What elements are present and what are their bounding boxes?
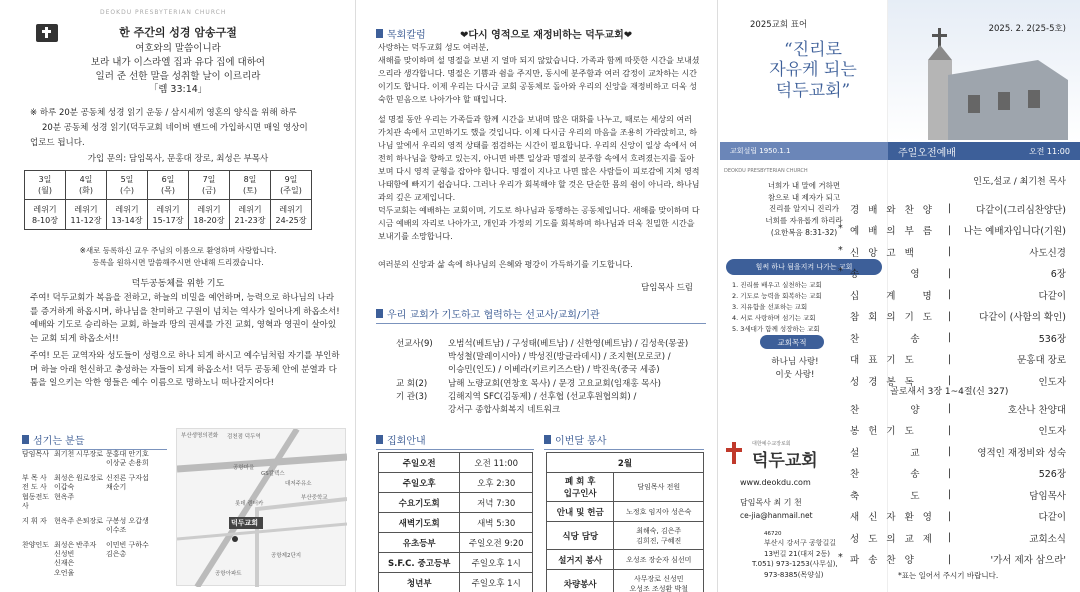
server-row xyxy=(22,450,172,469)
schedule-day: 9일 (주일) xyxy=(271,171,312,200)
worship-item-label: 찬 양 xyxy=(850,404,923,416)
map-roads xyxy=(177,429,347,587)
meeting-time: 오전 11:00 xyxy=(460,453,533,473)
schedule-reading: 레위기 18-20장 xyxy=(189,200,230,230)
schedule-reading: 레위기 15-17장 xyxy=(148,200,189,230)
mission-heading: 우리 교회가 기도하고 협력하는 선교사/교회/기관 xyxy=(376,306,706,324)
schedule-reading: 레위기 13-14장 xyxy=(107,200,148,230)
server-cell: 이민빈 구하수 김은총 xyxy=(106,540,149,558)
bullet-icon xyxy=(376,435,383,444)
worship-separator: | xyxy=(948,353,952,365)
mission-label xyxy=(396,404,448,417)
church-building-icon xyxy=(888,0,1080,142)
server-cell: 은퇴장로 xyxy=(76,516,104,525)
schedule-reading: 레위기 24-25장 xyxy=(271,200,312,230)
worship-separator: | xyxy=(948,467,952,479)
worship-item-value: '가서 제자 삼으라' xyxy=(990,555,1066,567)
cross-icon xyxy=(732,442,736,464)
schedule-day: 8일 (토) xyxy=(230,171,271,200)
worship-item-value: 사도신경 xyxy=(1029,247,1066,259)
meeting-row xyxy=(379,513,533,533)
meeting-time: 주일오전 9:20 xyxy=(460,533,533,553)
worship-item-label: 찬 송 xyxy=(850,333,923,345)
worship-item xyxy=(832,284,1080,306)
worship-separator: | xyxy=(948,224,952,236)
duty-row xyxy=(547,502,704,522)
mission-list xyxy=(396,338,706,417)
mission-label xyxy=(396,351,448,364)
motto-verse: 너희가 내 말에 거하면 참으로 내 제자가 되고 진리를 알지니 진리가 너희를 자유롭게 하리라 (요한복음 8:31-32) xyxy=(765,181,843,237)
worship-separator: | xyxy=(948,375,952,387)
mission-label: 선교사(9) xyxy=(396,339,433,349)
worship-item-value: 문홍대 장로 xyxy=(1017,355,1066,367)
est-bar: 교회설립 1950.1.1 xyxy=(720,142,888,160)
column-para-1: 사랑하는 덕두교회 성도 여러분, 새해를 맞이하며 설 명절을 보낸 지 얼마 되지 않았습니다. 가족과 함께 따뜻한 시간을 보내셨으리라 생각합니다. 명절은 기쁨과 쉼을 주지만, 동시에 분주함과 여러 감정이 교차하는 시간이기도 합니다. 이제 우리는 다시금 교회 공동체로 돌아와 우리의 신앙을 재정비하고 더욱 성숙한 믿음으로 나아가야 할 때입니다. xyxy=(378,43,700,104)
reading-schedule xyxy=(24,170,312,230)
worship-item-value: 다같이 xyxy=(1038,512,1066,524)
order-of-worship-2 xyxy=(832,398,1080,570)
server-row xyxy=(22,541,172,579)
worship-item xyxy=(832,198,1080,220)
meeting-row xyxy=(379,533,533,553)
email-link[interactable]: ce-jia@hanmail.net xyxy=(740,511,813,520)
worship-item xyxy=(832,263,1080,285)
worship-item-value: 6장 xyxy=(1050,269,1066,281)
worship-item-value: 나는 예배자입니다(기원) xyxy=(963,226,1066,238)
bullet-icon xyxy=(22,435,29,444)
meeting-time: 주일오후 1시 xyxy=(460,573,533,592)
meetings-heading: 집회안내 xyxy=(376,432,534,450)
worship-item-value: 다같이 (사함의 확인) xyxy=(979,312,1066,324)
mission-label: 교 회(2) xyxy=(396,378,428,389)
duty-month: 2월 xyxy=(547,453,704,473)
meeting-time: 오후 2:30 xyxy=(460,473,533,493)
worship-item-label: 봉 헌 기 도 xyxy=(850,426,917,438)
meeting-name: 주일오전 xyxy=(379,453,460,473)
mission-value: 김해지역 SFC(김동제) / 선후협 (선교후원협의회) / xyxy=(448,391,637,402)
meeting-row xyxy=(379,553,533,573)
worship-item xyxy=(832,398,1080,420)
worship-item-value: 영적인 재정비와 성숙 xyxy=(977,447,1066,459)
memory-verse: 여호와의 말씀이니라 보라 내가 이스라엘 집과 유다 집에 대하여 일러 준 선한 말을 성취할 날이 이르리라 「렘 33:14」 xyxy=(90,43,266,96)
server-cell: 담임목사 xyxy=(22,450,50,458)
worship-separator: | xyxy=(948,532,952,544)
duty-people: 담임목사 전원 xyxy=(614,473,704,502)
duty-row xyxy=(547,522,704,550)
server-cell: 문홍대 안기호 이상균 손용희 xyxy=(106,450,149,468)
schedule-reading: 레위기 11-12장 xyxy=(66,200,107,230)
worship-item-value: 인도자 xyxy=(1038,376,1066,388)
duty-people: 사무장로 신성민 오성조 조성환 박철 xyxy=(614,570,704,592)
worship-separator: | xyxy=(948,424,952,436)
mission-value: 박성철(말레이시아) / 박성진(방글라데시) / 조지현(모로코) / xyxy=(448,352,671,363)
meeting-row xyxy=(379,493,533,513)
column-heading: 목회칼럼 xyxy=(376,26,706,43)
mission-row xyxy=(396,378,706,391)
prayer-text-2: 주여! 모든 교역자와 성도들이 성령으로 하나 되게 하시고 예수님처럼 자기를 부인하며 하늘 아래 헌신하고 충성하는 자들이 되게 하옵소서! 덕두 공동체 안에 분열과 다툼을 일으키는 악한 영들은 예수 이름으로 명하노니 떠나갈지어다! xyxy=(30,351,340,389)
worship-item xyxy=(832,349,1080,371)
bullet-icon xyxy=(376,309,383,318)
worship-item-label: 축 도 xyxy=(850,490,923,502)
server-cell: 지 휘 자 xyxy=(22,516,47,525)
worship-item xyxy=(832,527,1080,549)
worship-item xyxy=(832,549,1080,571)
worship-item-value: 담임목사 xyxy=(1029,490,1066,502)
duty-role: 설거지 봉사 xyxy=(547,550,614,570)
purpose-title: 교회목적 xyxy=(760,335,824,349)
mission-row xyxy=(396,364,706,377)
column-para-3: 여러분의 신앙과 삶 속에 하나님의 은혜와 평강이 가득하기를 기도합니다. xyxy=(378,260,633,269)
goal-item: 4. 서로 사랑하며 섬기는 교회 xyxy=(732,314,816,323)
goals-list xyxy=(732,280,822,335)
bullet-icon xyxy=(376,29,383,38)
newcomer-note: ※새로 등록하신 교우 주님의 이름으로 환영하며 사랑합니다. 등록을 원하시면 말씀해주시면 안내해 드리겠습니다. xyxy=(79,246,277,267)
prayer-title: 덕두공동체를 위한 기도 xyxy=(131,279,225,289)
mission-label: 기 관(3) xyxy=(396,391,428,402)
duty-heading: 이번달 봉사 xyxy=(544,432,704,450)
worship-separator: | xyxy=(948,267,952,279)
meeting-name: 유초등부 xyxy=(379,533,460,553)
worship-item xyxy=(832,463,1080,485)
worship-item-label: 성 도 의 교 제 xyxy=(850,533,935,545)
meeting-row xyxy=(379,473,533,493)
worship-item-value: 인도자 xyxy=(1038,426,1066,438)
column-signature: 담임목사 드림 xyxy=(641,283,693,293)
worship-item-label: 성 경 봉 독 xyxy=(850,376,917,388)
duty-row xyxy=(547,473,704,502)
purpose: 하나님 사랑! 이웃 사랑! xyxy=(771,357,819,380)
schedule-day: 3일 (월) xyxy=(25,171,66,200)
worship-item xyxy=(832,241,1080,263)
mission-row xyxy=(396,391,706,404)
worship-item xyxy=(832,506,1080,528)
goal-title: 힘써 하나 됨을지켜 나가는 교회 xyxy=(726,259,882,275)
meeting-name: 주일오후 xyxy=(379,473,460,493)
bullet-icon xyxy=(544,435,551,444)
worship-separator: | xyxy=(948,332,952,344)
worship-item xyxy=(832,327,1080,349)
worship-separator: | xyxy=(948,553,952,565)
pastor-name: 담임목사 최 기 천 xyxy=(740,498,802,507)
duty-people: 오성조 장순자 심선미 xyxy=(614,550,704,570)
right-panel xyxy=(720,0,1080,592)
worship-item xyxy=(832,484,1080,506)
server-cell: 반주자 xyxy=(76,540,97,549)
map-church-label: 덕두교회 xyxy=(231,519,259,527)
worship-separator: | xyxy=(948,446,952,458)
meetings-table xyxy=(378,452,533,592)
server-cell: 찬양인도 xyxy=(22,540,50,549)
meeting-row xyxy=(379,453,533,473)
schedule-reading: 레위기 21-23장 xyxy=(230,200,271,230)
duty-row xyxy=(547,550,704,570)
servers-list xyxy=(22,450,172,583)
worship-item xyxy=(832,420,1080,442)
schedule-day: 7일 (금) xyxy=(189,171,230,200)
worship-item xyxy=(832,441,1080,463)
worship-item-label: 경 배 와 찬 양 xyxy=(850,204,935,216)
servers-heading: 섬기는 분들 xyxy=(22,432,167,450)
duty-role: 차량봉사 xyxy=(547,570,614,592)
duty-people: 노정호 임지아 성은숙 xyxy=(614,502,704,522)
service-name: 주일오전예배 xyxy=(898,147,956,159)
worship-item-value: 526장 xyxy=(1038,469,1066,481)
duty-role: 안내 및 헌금 xyxy=(547,502,614,522)
goal-item: 2. 기도로 능력을 회복하는 교회 xyxy=(732,292,822,301)
worship-item-label: * 예 배 의 부 름 xyxy=(832,223,932,237)
inquiry: 가입 문의: 담임목사, 문홍대 장로, 최성은 부목사 xyxy=(87,154,269,164)
server-cell: 현옥주 xyxy=(54,516,75,525)
mission-value: 강서구 종합사회복지 네트워크 xyxy=(448,404,561,415)
church-map: 부산생명의전화 검천점 덕두역 공항마을 GS칼텍스 롯데 렌터카 대저주유소 부산중학교 덕두교회 공항제2단지 공항아파트 xyxy=(176,428,346,586)
website-link[interactable]: www.deokdu.com xyxy=(740,478,811,487)
worship-item xyxy=(832,306,1080,328)
meeting-time: 저녁 7:30 xyxy=(460,493,533,513)
server-row xyxy=(22,517,172,536)
worship-separator: | xyxy=(948,289,952,301)
column-title: ❤다시 영적으로 재정비하는 덕두교회❤ xyxy=(460,30,633,41)
goal-item: 1. 진리를 배우고 실천하는 교회 xyxy=(732,281,822,289)
worship-item xyxy=(832,220,1080,242)
standing-note: *표는 일어서 주시기 바랍니다. xyxy=(898,571,999,580)
order-of-worship xyxy=(832,198,1080,392)
meeting-name: 청년부 xyxy=(379,573,460,592)
server-cell: 구봉성 오갑생 이수조 xyxy=(106,516,149,535)
mission-label xyxy=(396,364,448,377)
worship-separator: | xyxy=(948,403,952,415)
duty-row xyxy=(547,570,704,592)
server-cell: 최기천 xyxy=(54,450,75,458)
worship-item-value: 다같이(그리심찬양단) xyxy=(975,204,1066,216)
mission-value: 오범석(베트남) / 구성태(베트남) / 신한영(베트남) / 김성욱(몽골) xyxy=(448,339,689,349)
worship-separator: | xyxy=(948,510,952,522)
eng-name: DEOKDU PRESBYTERIAN CHURCH xyxy=(724,168,808,174)
prayer-text-1: 주여! 덕두교회가 복음을 전하고, 하늘의 비밀을 예언하며, 능력으로 하나님의 나라를 증거하게 하옵시며, 하나님을 찬미하고 구원이 넘치는 역사가 일어나게 하옵소서! 예배와 기도로 승리하는 교회, 하늘과 땅의 권세를 가진 교회, 영혁과 영권이 살아있는 교회 되게 하옵소서!! xyxy=(30,293,340,344)
mission-row xyxy=(396,351,706,364)
worship-separator: | xyxy=(948,203,952,215)
server-row xyxy=(22,474,172,512)
worship-item-value: 536장 xyxy=(1038,333,1066,345)
church-header: DEOKDU PRESBYTERIAN CHURCH xyxy=(100,9,227,16)
meeting-name: S.F.C. 중고등부 xyxy=(379,553,460,573)
duty-table xyxy=(546,452,704,592)
server-cell: 신진론 구자섭 채순기 xyxy=(106,473,149,492)
server-cell: 최성은 이갑숙 현옥주 xyxy=(54,473,75,501)
church-photo xyxy=(888,0,1080,142)
duty-role: 식당 담당 xyxy=(547,522,614,550)
worship-item-value: 호산나 찬양대 xyxy=(1007,404,1066,416)
worship-separator: | xyxy=(948,310,952,322)
worship-item-label: 십 계 명 xyxy=(850,290,935,302)
worship-item-label: 대 표 기 도 xyxy=(850,355,917,367)
date-label: 2025. 2. 2(25-5호) xyxy=(988,24,1066,34)
verse-title: 한 주간의 성경 암송구절 xyxy=(119,26,237,39)
middle-panel xyxy=(360,0,718,592)
goal-item: 5. 3세대가 함께 성장하는 교회 xyxy=(732,325,820,334)
worship-item-label: 참 회 의 기 도 xyxy=(850,312,935,324)
meeting-row xyxy=(379,573,533,592)
worship-separator: | xyxy=(948,489,952,501)
server-cell: 원로장로 xyxy=(76,473,104,482)
church-logo: 대한예수교장로회 덕두교회 xyxy=(728,440,878,470)
scripture-ref: 골로새서 3장 1~4절(신 327) xyxy=(890,387,1009,397)
server-cell: 부 목 사 전 도 사 협동전도사 xyxy=(22,473,50,511)
worship-item-value: 다같이 xyxy=(1038,290,1066,302)
year-label: 2025교회 표어 xyxy=(750,20,808,30)
server-cell: 최성은 신성빈 신재은 오언율 xyxy=(54,540,75,577)
goal-item: 3. 지유함을 선포하는 교회 xyxy=(732,303,808,312)
motto: “진리로 자유케 되는 덕두교회” xyxy=(769,40,857,101)
meeting-name: 새벽기도회 xyxy=(379,513,460,533)
duty-people: 최해숙, 김은주 김희진, 구혜진 xyxy=(614,522,704,550)
meeting-time: 새벽 5:30 xyxy=(460,513,533,533)
schedule-day: 6일 (목) xyxy=(148,171,189,200)
meeting-name: 수요기도회 xyxy=(379,493,460,513)
schedule-reading: 레위기 8-10장 xyxy=(25,200,66,230)
service-time: 오전 11:00 xyxy=(1028,146,1070,156)
mission-row xyxy=(396,404,706,417)
worship-item-label: * 송 영 xyxy=(832,266,932,280)
mission-row xyxy=(396,338,706,351)
mission-value: 남해 노량교회(연창호 목사) / 문경 고요교회(임재홍 목사) xyxy=(448,378,661,389)
column-para-2: 설 명절 동안 우리는 가족들과 함께 시간을 보내며 많은 대화를 나누고, 때로는 세상의 여러 가치관 속에서 고민하기도 했을 것입니다. 이제 다시금 우리의 마음을 조용히 가라앉히고, 하나님 앞에서 우리의 영적 상태를 점검하는 시간이 필요합니다. 우리의 신앙이 일상 속에서 여전히 하나님을 향하고 있는지, 아니면 바쁜 일상과 명절의 분주함 속에서 흐려졌는지를 돌아보며 다시 영적 균형을 잡아야 합니다. 명절이 지나고 나면 많은 사람들이 피로감에 지쳐 영적 나태함에 빠지기 쉽습니다. 그러나 우리가 회복해야 할 것은 단순한 몸의 쉼이 아니라, 하나님과의 깊은 교제입니다. 덕두교회는 예배하는 교회이며, 기도로 하나님과 동행하는 공동체입니다. 새해를 맞이하며 다시금 예배의 자리로 나아가고, 개인과 가정의 기도를 회복하며 하나님과 더욱 친밀한 시간을 보내기를 소망합니다. xyxy=(378,115,700,241)
worship-item-label: * 신 앙 고 백 xyxy=(832,245,932,259)
meeting-time: 주일오후 1시 xyxy=(460,553,533,573)
server-cell: 시무장로 xyxy=(76,450,104,458)
schedule-day: 4일 (화) xyxy=(66,171,107,200)
worship-separator: | xyxy=(948,246,952,258)
mission-value: 이승민(인도) / 이베라(키르키즈스탄) / 박진욱(중국 세종) xyxy=(448,365,660,376)
reading-notice: ※ 하루 20분 공동체 성경 읽기 운동 / 삼시세끼 영혼의 양식을 위해 하루 20분 공동체 성경 읽기(덕두교회 네이버 밴드에 가입하시면 매일 영상이 업로드 됩니다. xyxy=(30,108,308,148)
address: 46720 부산시 강서구 공항길길 13번길 21(대저 2동) T.051) 973-1253(사무실), 973-8385(목양실) xyxy=(752,531,838,579)
worship-item-label: 새 신 자 환 영 xyxy=(850,512,935,524)
worship-item-label: 찬 송 xyxy=(850,469,923,481)
worship-item-value: 교회소식 xyxy=(1029,533,1066,545)
left-panel xyxy=(0,0,356,592)
service-leader: 인도,설교 / 최기천 목사 xyxy=(973,177,1066,187)
worship-item-label: 설 교 xyxy=(850,447,923,459)
schedule-day: 5일 (수) xyxy=(107,171,148,200)
duty-role: 폐 회 후 입구인사 xyxy=(547,473,614,502)
worship-item-label: * 파 송 찬 양 xyxy=(832,552,932,566)
service-bar xyxy=(888,142,1080,160)
